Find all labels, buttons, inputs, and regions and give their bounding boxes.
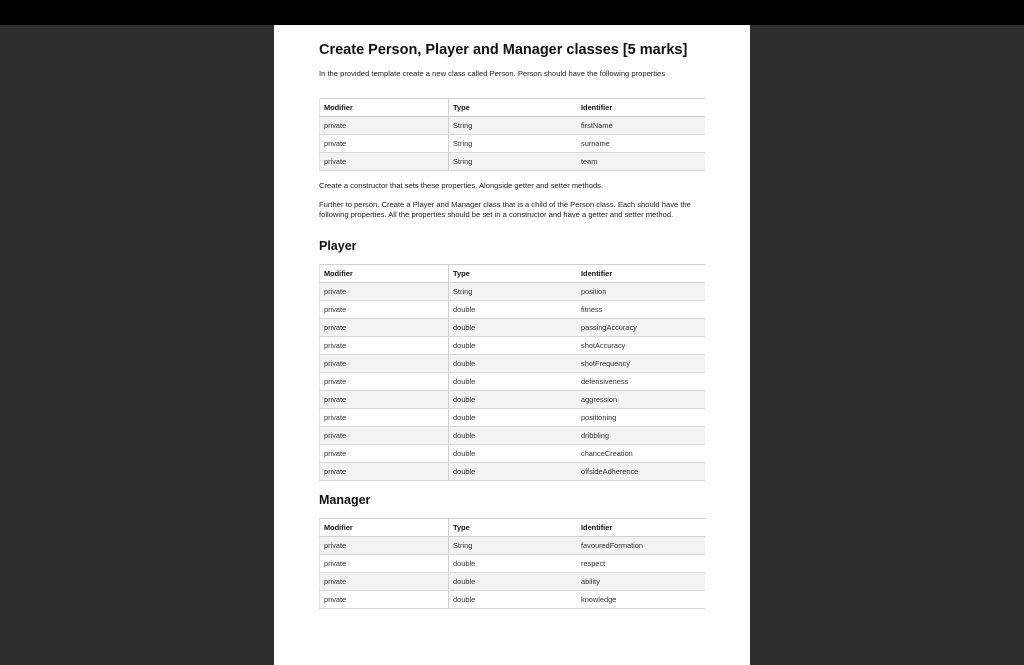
cell-type: double [449, 427, 578, 445]
cell-identifier: team [577, 153, 705, 171]
table-header-row [320, 99, 706, 117]
table-row [320, 153, 706, 171]
table-row [320, 537, 706, 555]
player-table [319, 264, 705, 481]
cell-identifier: shotFrequency [577, 355, 705, 373]
cell-type: String [449, 283, 578, 301]
cell-type: double [449, 591, 578, 609]
cell-identifier: dribbling [577, 427, 705, 445]
cell-type: double [449, 391, 578, 409]
cell-modifier: private [320, 445, 449, 463]
table-row [320, 301, 706, 319]
further-paragraph: Further to person. Create a Player and Manager class that is a child of the Person class. Each should have the following properties. All the properties should be set in a constructor and have a getter and setter method. [319, 200, 691, 219]
cell-type: String [449, 117, 578, 135]
cell-type: double [449, 555, 578, 573]
table-row [320, 319, 706, 337]
top-bar [0, 0, 1024, 25]
cell-identifier: knowledge [577, 591, 705, 609]
cell-identifier: passingAccuracy [577, 319, 705, 337]
cell-type: double [449, 409, 578, 427]
header-identifier: Identifier [577, 519, 705, 537]
cell-modifier: private [320, 135, 449, 153]
cell-modifier: private [320, 555, 449, 573]
manager-heading: Manager [319, 493, 371, 507]
cell-type: String [449, 135, 578, 153]
cell-identifier: aggression [577, 391, 705, 409]
cell-identifier: shotAccuracy [577, 337, 705, 355]
constructor-paragraph: Create a constructor that sets these properties. Alongside getter and setter methods. [319, 181, 604, 190]
header-modifier: Modifier [320, 99, 449, 117]
intro-paragraph: In the provided template create a new class called Person. Person should have the following properties [319, 69, 666, 78]
cell-modifier: private [320, 301, 449, 319]
table-row [320, 555, 706, 573]
cell-modifier: private [320, 283, 449, 301]
table-row [320, 373, 706, 391]
cell-type: String [449, 537, 578, 555]
cell-type: double [449, 337, 578, 355]
header-type: Type [449, 519, 578, 537]
cell-modifier: private [320, 427, 449, 445]
cell-identifier: respect [577, 555, 705, 573]
table-row [320, 427, 706, 445]
player-heading: Player [319, 239, 357, 253]
table-row [320, 391, 706, 409]
cell-modifier: private [320, 337, 449, 355]
header-type: Type [449, 99, 578, 117]
cell-modifier: private [320, 373, 449, 391]
table-row [320, 337, 706, 355]
cell-modifier: private [320, 537, 449, 555]
cell-identifier: favouredFormation [577, 537, 705, 555]
cell-modifier: private [320, 463, 449, 481]
cell-modifier: private [320, 409, 449, 427]
cell-modifier: private [320, 391, 449, 409]
header-type: Type [449, 265, 578, 283]
cell-identifier: surname [577, 135, 705, 153]
page-title: Create Person, Player and Manager classes [5 marks] [319, 42, 688, 58]
table-row [320, 409, 706, 427]
table-row [320, 445, 706, 463]
cell-identifier: chanceCreation [577, 445, 705, 463]
cell-type: String [449, 153, 578, 171]
header-identifier: Identifier [577, 265, 705, 283]
cell-type: double [449, 445, 578, 463]
cell-modifier: private [320, 153, 449, 171]
header-identifier: Identifier [577, 99, 705, 117]
table-row [320, 573, 706, 591]
cell-type: double [449, 373, 578, 391]
table-row [320, 463, 706, 481]
person-table [319, 98, 705, 171]
table-row [320, 591, 706, 609]
cell-type: double [449, 319, 578, 337]
header-modifier: Modifier [320, 519, 449, 537]
cell-modifier: private [320, 319, 449, 337]
cell-identifier: positioning [577, 409, 705, 427]
cell-type: double [449, 573, 578, 591]
table-row [320, 117, 706, 135]
cell-identifier: firstName [577, 117, 705, 135]
cell-identifier: position [577, 283, 705, 301]
manager-table [319, 518, 705, 609]
cell-modifier: private [320, 117, 449, 135]
cell-modifier: private [320, 573, 449, 591]
cell-identifier: defensiveness [577, 373, 705, 391]
table-header-row [320, 265, 706, 283]
header-modifier: Modifier [320, 265, 449, 283]
cell-modifier: private [320, 591, 449, 609]
cell-type: double [449, 355, 578, 373]
table-header-row [320, 519, 706, 537]
table-row [320, 355, 706, 373]
cell-identifier: ability [577, 573, 705, 591]
cell-identifier: offsideAdherence [577, 463, 705, 481]
table-row [320, 135, 706, 153]
cell-identifier: fitness [577, 301, 705, 319]
cell-modifier: private [320, 355, 449, 373]
document-page [274, 25, 750, 665]
cell-type: double [449, 463, 578, 481]
cell-type: double [449, 301, 578, 319]
table-row [320, 283, 706, 301]
